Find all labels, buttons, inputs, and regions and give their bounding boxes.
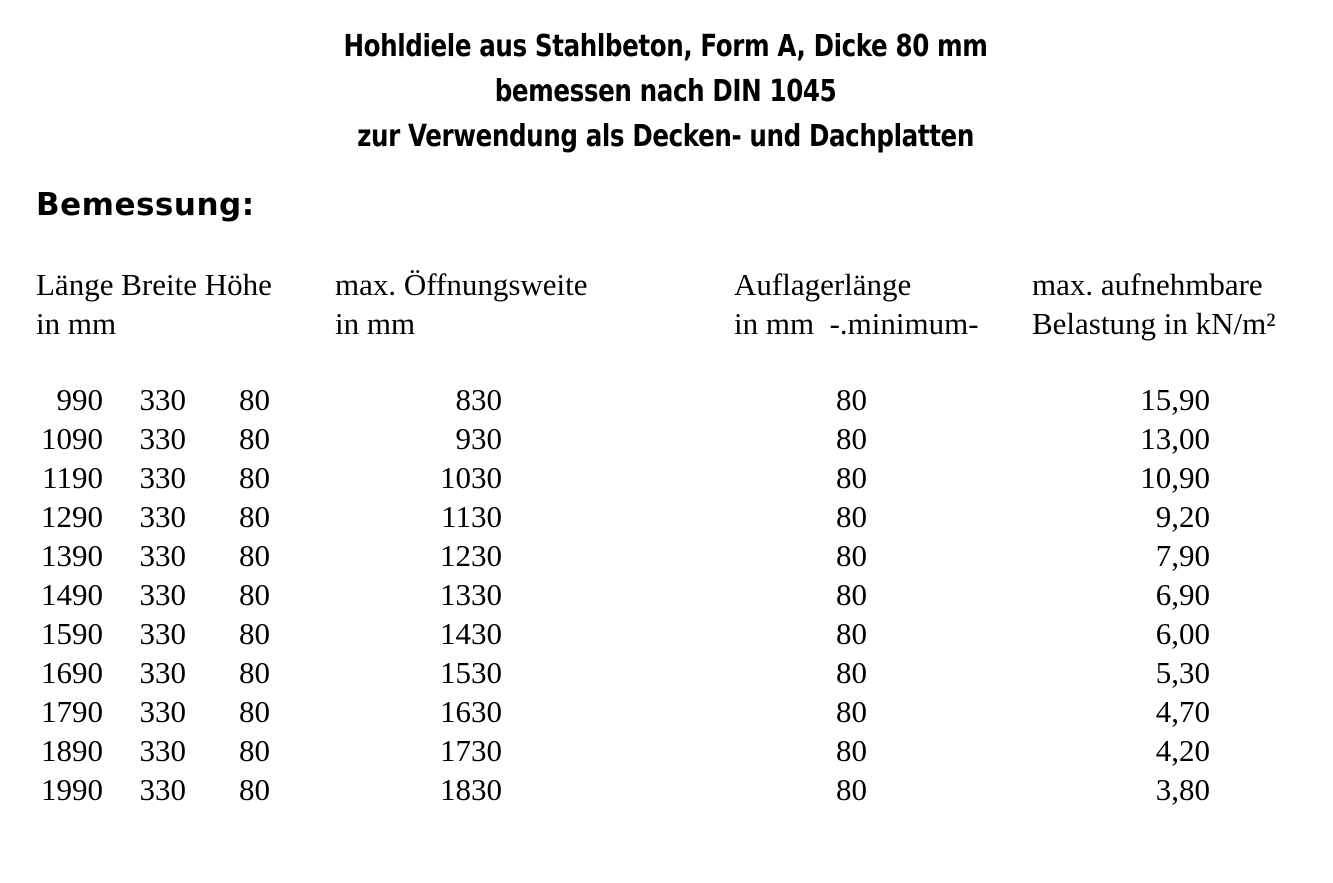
cell-hoehe: 80 — [239, 538, 270, 573]
cell-hoehe: 80 — [239, 382, 270, 417]
section-heading: Bemessung: — [36, 187, 255, 223]
cell-belastung: 9,20 — [1155, 499, 1210, 534]
cell-auflager: 80 — [836, 460, 867, 495]
cell-breite: 330 — [139, 616, 186, 651]
title-line-2: bemessen nach DIN 1045 — [494, 74, 837, 109]
cell-breite: 330 — [139, 382, 186, 417]
cell-belastung: 13,00 — [1140, 421, 1210, 456]
cell-laenge: 1190 — [42, 460, 103, 495]
cell-breite: 330 — [139, 733, 186, 768]
cell-belastung: 5,30 — [1155, 655, 1210, 690]
header-support-line2: in mm -.minimum- — [734, 306, 979, 341]
column-auflager — [800, 380, 867, 809]
cell-hoehe: 80 — [239, 655, 270, 690]
cell-belastung: 7,90 — [1155, 538, 1210, 573]
cell-belastung: 4,20 — [1155, 733, 1210, 768]
cell-auflager: 80 — [836, 694, 867, 729]
cell-hoehe: 80 — [239, 616, 270, 651]
cell-breite: 330 — [139, 772, 186, 807]
cell-laenge: 1790 — [41, 694, 103, 729]
cell-oeffnung: 1730 — [440, 733, 502, 768]
cell-belastung: 4,70 — [1155, 694, 1210, 729]
cell-breite: 330 — [139, 655, 186, 690]
document-title — [119, 24, 1212, 159]
cell-breite: 330 — [139, 694, 186, 729]
cell-auflager: 80 — [836, 733, 867, 768]
column-hoehe — [200, 380, 270, 809]
cell-breite: 330 — [139, 460, 186, 495]
header-dims-line2: in mm — [36, 306, 117, 341]
cell-oeffnung: 1030 — [440, 460, 502, 495]
cell-belastung: 6,00 — [1155, 616, 1210, 651]
cell-breite: 330 — [139, 538, 186, 573]
cell-oeffnung: 930 — [455, 421, 502, 456]
header-span-line1: max. Öffnungsweite — [335, 267, 588, 302]
title-line-1: Hohldiele aus Stahlbeton, Form A, Dicke 80 mm — [343, 29, 988, 64]
cell-hoehe: 80 — [239, 733, 270, 768]
cell-hoehe: 80 — [239, 499, 270, 534]
cell-hoehe: 80 — [239, 772, 270, 807]
header-load-line2: Belastung in kN/m² — [1032, 306, 1276, 341]
cell-oeffnung: 1230 — [440, 538, 502, 573]
title-line-3: zur Verwendung als Decken- und Dachplatten — [357, 119, 974, 154]
cell-oeffnung: 1630 — [440, 694, 502, 729]
cell-belastung: 15,90 — [1140, 382, 1210, 417]
cell-oeffnung: 1530 — [440, 655, 502, 690]
cell-oeffnung: 830 — [455, 382, 502, 417]
cell-auflager: 80 — [836, 655, 867, 690]
cell-oeffnung: 1830 — [440, 772, 502, 807]
cell-laenge: 1490 — [41, 577, 103, 612]
cell-laenge: 1390 — [41, 538, 103, 573]
cell-hoehe: 80 — [239, 460, 270, 495]
cell-laenge: 1990 — [41, 772, 103, 807]
cell-oeffnung: 1330 — [440, 577, 502, 612]
cell-auflager: 80 — [836, 616, 867, 651]
cell-laenge: 1590 — [41, 616, 103, 651]
cell-laenge: 990 — [56, 382, 103, 417]
cell-laenge: 1690 — [41, 655, 103, 690]
cell-laenge: 1890 — [41, 733, 103, 768]
cell-auflager: 80 — [836, 538, 867, 573]
cell-laenge: 1290 — [41, 499, 103, 534]
cell-belastung: 10,90 — [1140, 460, 1210, 495]
cell-breite: 330 — [139, 499, 186, 534]
header-load-line1: max. aufnehmbare — [1032, 267, 1263, 302]
column-breite — [110, 380, 186, 809]
header-support-line1: Auflagerlänge — [734, 267, 912, 302]
cell-belastung: 3,80 — [1155, 772, 1210, 807]
cell-belastung: 6,90 — [1155, 577, 1210, 612]
cell-breite: 330 — [139, 577, 186, 612]
cell-hoehe: 80 — [239, 694, 270, 729]
column-belastung — [1080, 380, 1210, 809]
header-dims-line1: Länge Breite Höhe — [36, 267, 272, 302]
cell-auflager: 80 — [836, 772, 867, 807]
cell-hoehe: 80 — [239, 577, 270, 612]
cell-hoehe: 80 — [239, 421, 270, 456]
cell-oeffnung: 1130 — [441, 499, 502, 534]
cell-breite: 330 — [139, 421, 186, 456]
header-span-line2: in mm — [335, 306, 416, 341]
column-laenge — [20, 380, 103, 809]
cell-laenge: 1090 — [41, 421, 103, 456]
cell-auflager: 80 — [836, 577, 867, 612]
cell-auflager: 80 — [836, 421, 867, 456]
cell-oeffnung: 1430 — [440, 616, 502, 651]
cell-auflager: 80 — [836, 499, 867, 534]
column-oeffnung — [380, 380, 502, 809]
cell-auflager: 80 — [836, 382, 867, 417]
